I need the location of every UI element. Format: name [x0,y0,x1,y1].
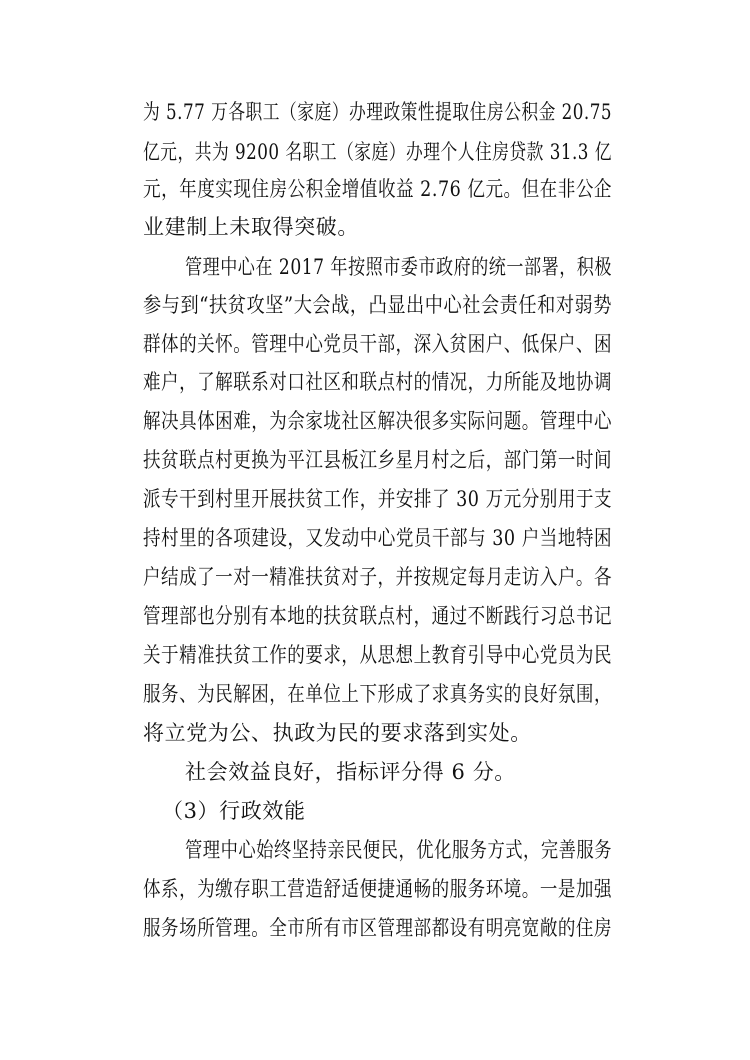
text-line: 为 5.77 万各职工（家庭）办理政策性提取住房公积金 20.75 [143,100,612,124]
text-line: 业建制上未取得突破。 [143,215,359,239]
text-line: 难户，了解联系对口社区和联点村的情况，力所能及地协调 [143,370,612,394]
text-line: 亿元，共为 9200 名职工（家庭）办理个人住房贷款 31.3 亿 [143,140,612,164]
text-line: 体系，为缴存职工营造舒适便捷通畅的服务环境。一是加强 [143,877,612,901]
section-heading: （3）行政效能 [162,799,306,823]
text-line: 参与到“扶贫攻坚”大会战，凸显出中心社会责任和对弱势 [143,293,613,317]
text-line: 元，年度实现住房公积金增值收益 2.76 亿元。但在非公企 [143,177,612,201]
paragraph-first-line: 社会效益良好，指标评分得 6 分。 [185,760,516,784]
text-line: 群体的关怀。管理中心党员干部，深入贫困户、低保户、困 [143,332,612,356]
text-line: 扶贫联点村更换为平江县板江乡星月村之后，部门第一时间 [143,448,612,472]
text-line: 服务场所管理。全市所有市区管理部都设有明亮宽敞的住房 [143,916,612,940]
text-line: 持村里的各项建设，又发动中心党员干部与 30 户当地特困 [143,526,613,550]
text-line: 将立党为公、执政为民的要求落到实处。 [143,721,532,745]
text-line: 关于精准扶贫工作的要求，从思想上教育引导中心党员为民 [143,643,612,667]
text-line: 服务、为民解困，在单位上下形成了求真务实的良好氛围， [143,682,612,706]
text-line: 解决具体困难，为佘家垅社区解决很多实际问题。管理中心 [143,409,612,433]
paragraph-first-line: 管理中心在 2017 年按照市委市政府的统一部署，积极 [185,255,613,279]
text-line: 派专干到村里开展扶贫工作，并安排了 30 万元分别用于支 [143,487,613,511]
paragraph-first-line: 管理中心始终坚持亲民便民，优化服务方式，完善服务 [185,838,613,862]
text-line: 户结成了一对一精准扶贫对子，并按规定每月走访入户。各 [143,565,612,589]
text-line: 管理部也分别有本地的扶贫联点村，通过不断践行习总书记 [143,604,612,628]
